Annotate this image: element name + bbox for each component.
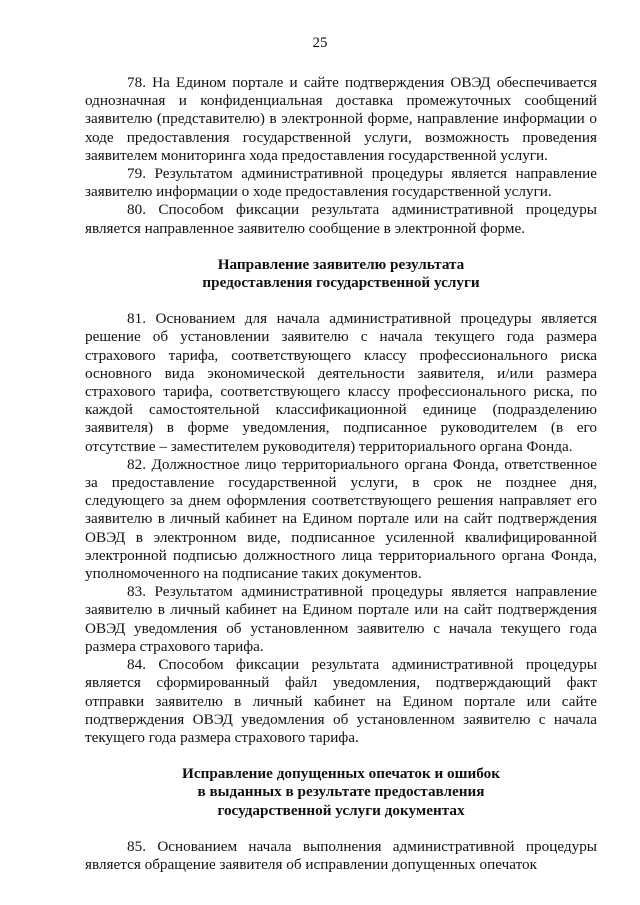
heading-line: государственной услуги документах [217, 801, 465, 819]
heading-line: в выданных в результате предоставления [197, 783, 485, 801]
paragraph-81: 81. Основанием для начала административной процедуры является решение об установлении заявителю с начала текущего года размера страхового тарифа, соответствующего классу профессионального риска основного вида экономической деятельности заявителя, и/или размера страхового тарифа, соответствующего классу профессионального риска, по каждой самостоятельной классификационной единице (подразделению заявителя) в форме уведомления, подписанное руководителем (в его отсутствие – заместителем руководителя) территориального органа Фонда. [85, 310, 597, 455]
paragraph-85: 85. Основанием начала выполнения административной процедуры является обращение заявителя об исправлении допущенных опечаток [85, 837, 597, 873]
page-number: 25 [312, 35, 328, 51]
paragraph-78: 78. На Едином портале и сайте подтверждения ОВЭД обеспечивается однозначная и конфиденциальная доставка промежуточных сообщений заявителю (представителю) в электронной форме, направление информации о ходе предоставления государственной услуги, возможность проведения заявителем мониторинга хода предоставления государственной услуги. [85, 74, 597, 164]
heading-line: Направление заявителю результата [217, 255, 465, 273]
paragraph-84: 84. Способом фиксации результата административной процедуры является сформированный файл уведомления, подтверждающий факт отправки заявителю в личный кабинет на Едином портале или сайте подтверждения ОВЭД уведомления об установленном заявителю с начала текущего года размера страхового тарифа. [85, 656, 597, 746]
paragraph-82: 82. Должностное лицо территориального органа Фонда, ответственное за предоставление государственной услуги, в срок не позднее дня, следующего за днем оформления соответствующего решения направляет его заявителю в личный кабинет на Едином портале или на сайт подтверждения ОВЭД в электронном виде, подписанное усиленной квалифицированной электронной подписью должностного лица территориального органа Фонда, уполномоченного на подписание таких документов. [85, 455, 597, 583]
section-heading-result-delivery [85, 256, 597, 292]
paragraph-83: 83. Результатом административной процедуры является направление заявителю в личный кабинет на Едином портале или на сайт подтверждения ОВЭД уведомления об установленном заявителю с начала текущего года размера страхового тарифа. [85, 583, 597, 655]
page-body [85, 74, 597, 874]
paragraph-80: 80. Способом фиксации результата административной процедуры является направленное заявителю сообщение в электронной форме. [85, 201, 597, 237]
heading-line: предоставления государственной услуги [202, 274, 480, 292]
section-heading-error-correction [85, 765, 597, 820]
paragraph-79: 79. Результатом административной процедуры является направление заявителю информации о ходе предоставления государственной услуги. [85, 165, 597, 201]
heading-line: Исправление допущенных опечаток и ошибок [182, 765, 500, 783]
